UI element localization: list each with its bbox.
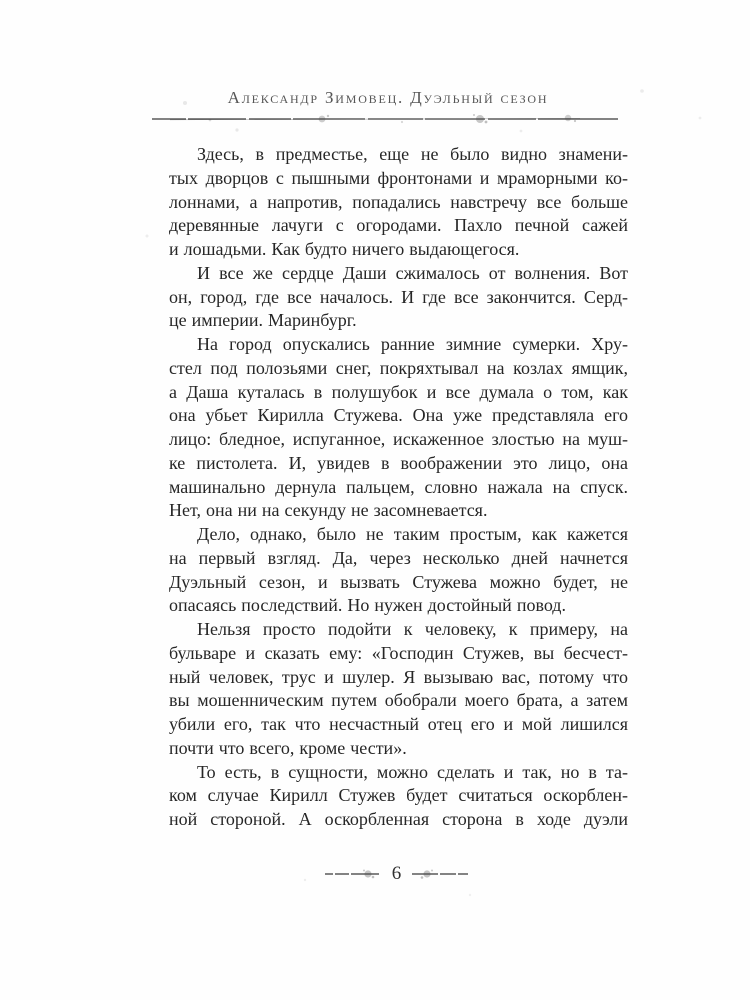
paragraph (169, 333, 628, 523)
text-line: он, город, где все началось. И где все закончится. Серд- (169, 286, 628, 307)
text-line: На город опускались ранние зимние сумерки. Хру- (197, 334, 628, 354)
running-head-title: Александр Зимовец. Дуэльный сезон (227, 88, 549, 107)
text-line: ный человек, трус и шулер. Я вызываю вас, потому что (169, 666, 628, 687)
text-line: она убьет Кирилла Стужева. Она уже представляла его (169, 405, 628, 426)
footer-right-rule-ornament (411, 868, 473, 880)
text-line: стел под полозьями снег, покряхтывал на козлах ямщик, (169, 357, 628, 378)
paragraph (169, 761, 628, 832)
text-line: це империи. Маринбург. (169, 310, 357, 331)
text-line: почти что всего, кроме чести». (169, 737, 407, 758)
text-block (169, 143, 628, 832)
text-line: убили его, так что несчастный отец его и мой лишился (169, 714, 628, 734)
text-line: Здесь, в предместье, еще не было видно знамени- (197, 144, 628, 164)
text-line: машинально дернула пальцем, словно нажала на спуск. (169, 476, 628, 497)
text-line: на первый взгляд. Да, через несколько дней начнется (169, 547, 628, 568)
paragraph (169, 523, 628, 618)
text-line: Нет, она ни на секунду не засомневается. (169, 500, 488, 521)
text-line: вы мошенническим путем обобрали моего брата, а затем (169, 690, 628, 711)
text-line: ком случае Кирилл Стужев будет считаться оскорблен- (169, 785, 628, 806)
text-line: тых дворцов с пышными фронтонами и мраморными ко- (169, 167, 628, 188)
footer-left-rule-ornament (324, 868, 382, 880)
page-number: 6 (391, 863, 402, 884)
header-rule-ornament (150, 111, 626, 125)
text-line: а Даша куталась в полушубок и все думала о том, как (169, 381, 628, 402)
text-line: лицо: бледное, испуганное, искаженное злостью на муш- (169, 429, 628, 449)
text-line: лоннами, а напротив, попадались навстречу все больше (169, 191, 628, 212)
text-line: и лошадьми. Как будто ничего выдающегося. (169, 239, 520, 259)
text-line: Дуэльный сезон, и вызвать Стужева можно будет, не (169, 571, 628, 592)
text-line: бульваре и сказать ему: «Господин Стужев, вы бесчест- (169, 642, 628, 663)
text-line: Нельзя просто подойти к человеку, к примеру, на (197, 619, 628, 639)
text-line: Дело, однако, было не таким простым, как кажется (197, 524, 628, 544)
page-footer (169, 863, 628, 885)
paragraph (169, 262, 628, 333)
text-line: И все же сердце Даши сжималось от волнения. Вот (197, 262, 628, 283)
text-line: ной стороной. А оскорбленная сторона в ходе дуэли (169, 809, 628, 829)
text-line: опасаясь последствий. Но нужен достойный повод. (169, 595, 566, 616)
text-line: деревянные лачуги с огородами. Пахло печной сажей (169, 215, 628, 236)
paragraph (169, 143, 628, 262)
paragraph (169, 618, 628, 761)
text-line: То есть, в сущности, можно сделать и так, но в та- (197, 761, 628, 782)
text-line: ке пистолета. И, увидев в воображении это лицо, она (169, 452, 628, 473)
